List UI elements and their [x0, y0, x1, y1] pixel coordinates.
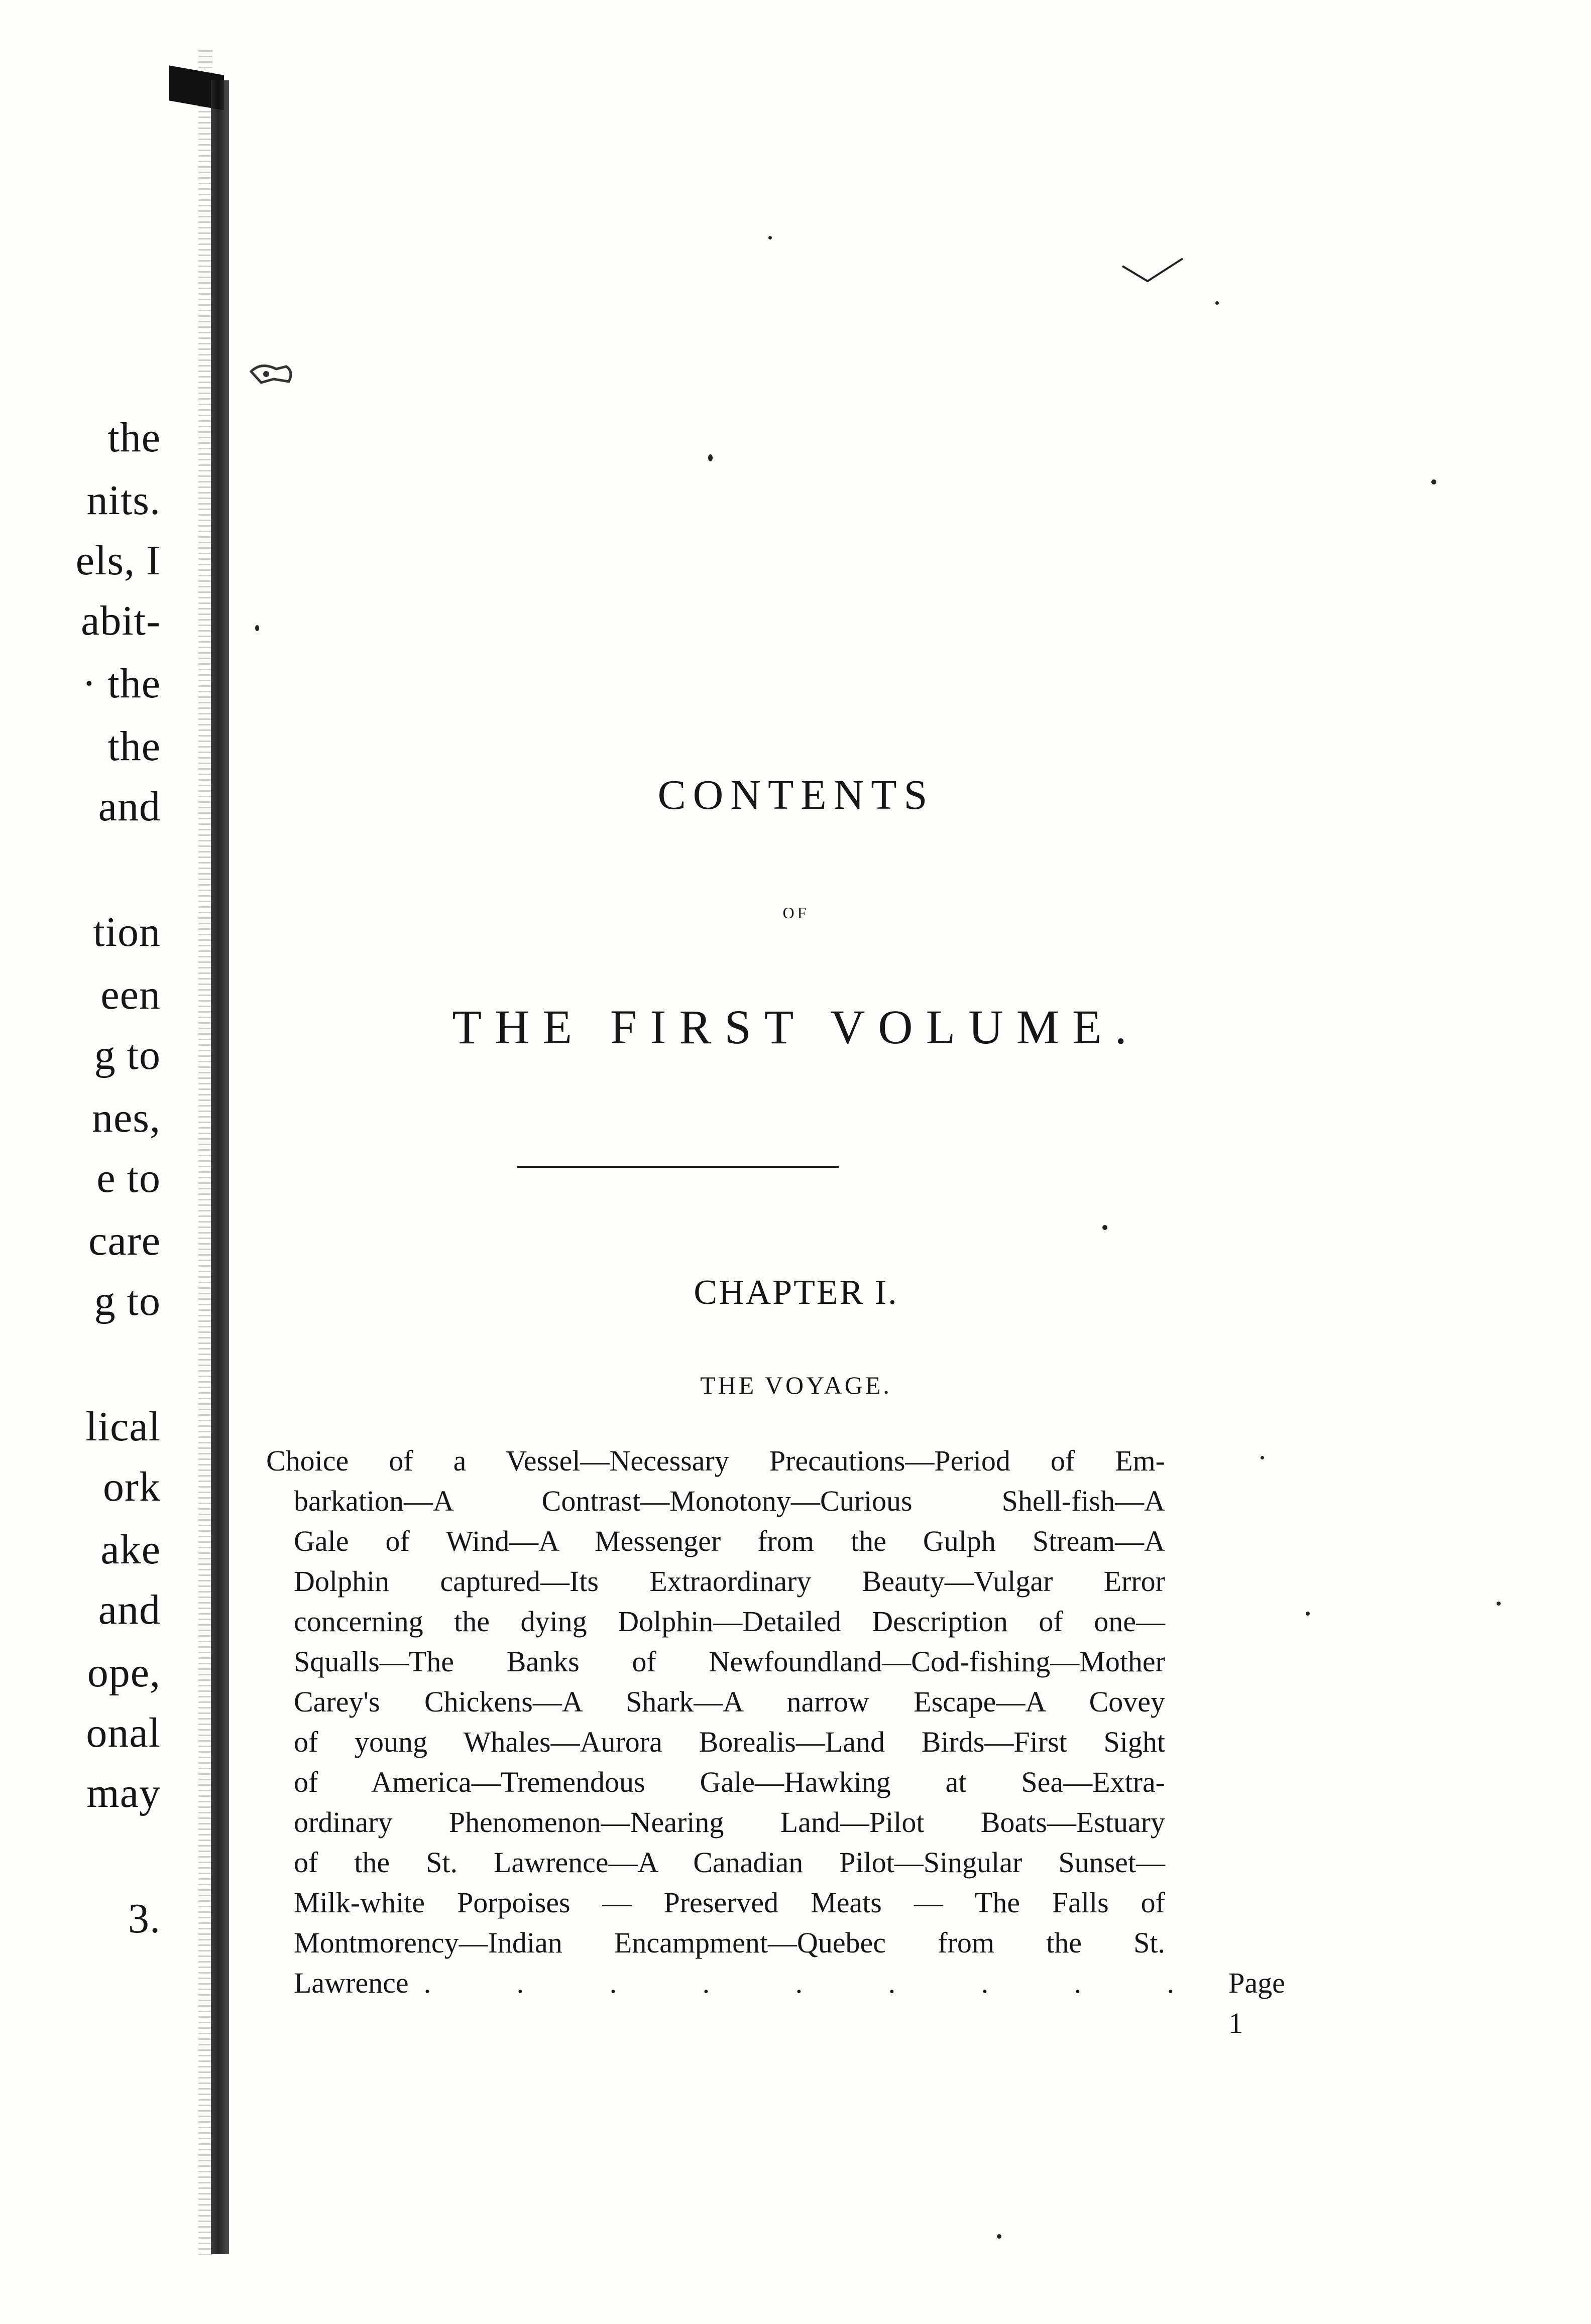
fragment-line: care	[88, 1217, 161, 1264]
synopsis-line: Carey's Chickens—A Shark—A narrow Escape—A Covey	[294, 1685, 1165, 1718]
title-connector: OF	[782, 904, 810, 922]
volume-title: THE FIRST VOLUME.	[452, 1000, 1140, 1054]
synopsis-line: Squalls—The Banks of Newfoundland—Cod-fishing—Mother	[294, 1645, 1165, 1678]
fragment-line: els, I	[75, 537, 161, 584]
chapter-heading: CHAPTER I.	[694, 1273, 898, 1312]
title-rule	[517, 1166, 839, 1168]
synopsis-line: of the St. Lawrence—A Canadian Pilot—Singular Sunset—	[294, 1846, 1165, 1879]
chapter-title: THE VOYAGE.	[700, 1371, 892, 1399]
gutter-shadow	[198, 50, 212, 2259]
fragment-line: een	[100, 971, 161, 1018]
fragment-line: ork	[103, 1463, 161, 1510]
fragment-line: 3.	[128, 1895, 161, 1942]
synopsis-line: barkation—A Contrast—Monotony—Curious Shell-fish—A	[294, 1485, 1165, 1517]
synopsis-line: concerning the dying Dolphin—Detailed Description of one—	[294, 1605, 1165, 1638]
fragment-line: g to	[94, 1278, 161, 1324]
synopsis-last-line	[266, 1963, 1285, 2039]
fragment-line: nes,	[92, 1094, 161, 1141]
page-title: CONTENTS	[657, 772, 935, 818]
fragment-line: may	[86, 1770, 161, 1816]
synopsis-line: Montmorency—Indian Encampment—Quebec from the St.	[294, 1926, 1165, 1959]
page-reference: Page 1	[1228, 1967, 1285, 2039]
fragment-line: abit-	[81, 597, 161, 644]
fragment-line: · the	[82, 660, 161, 707]
contents-page	[236, 0, 1391, 2324]
fragment-line: tion	[93, 909, 161, 955]
fragment-line: onal	[86, 1709, 161, 1756]
fragment-line: the	[107, 414, 161, 461]
synopsis-line: of young Whales—Aurora Borealis—Land Birds—First Sight	[294, 1726, 1165, 1758]
binding-gutter	[211, 80, 229, 2254]
synopsis-line: Dolphin captured—Its Extraordinary Beauty—Vulgar Error	[294, 1565, 1165, 1598]
fragment-line: and	[98, 783, 161, 830]
fragment-line: the	[107, 723, 161, 770]
fragment-line: lical	[85, 1403, 161, 1450]
synopsis-line: Choice of a Vessel—Necessary Precautions—Period of Em-	[266, 1444, 1165, 1477]
fragment-line: e to	[96, 1155, 161, 1201]
synopsis-line: Gale of Wind—A Messenger from the Gulph Stream—A	[294, 1525, 1165, 1557]
fragment-line: and	[98, 1586, 161, 1633]
ink-speck	[1431, 479, 1436, 484]
ink-speck	[1497, 1602, 1501, 1606]
facing-page-fragment	[0, 0, 161, 2324]
fragment-line: g to	[94, 1032, 161, 1078]
fragment-line: nits.	[86, 477, 161, 524]
synopsis-line: of America—Tremendous Gale—Hawking at Sea—Extra-	[294, 1766, 1165, 1798]
synopsis-line: Milk-white Porpoises — Preserved Meats — The Falls of	[294, 1886, 1165, 1919]
dot-leader: . . . . . . . . .	[423, 1967, 1214, 1999]
synopsis-line: ordinary Phenomenon—Nearing Land—Pilot Boats—Estuary	[294, 1806, 1165, 1839]
synopsis-last-text: Lawrence	[294, 1967, 409, 1999]
chapter-synopsis	[266, 1441, 1285, 2039]
fragment-line: ope,	[87, 1649, 161, 1696]
fragment-line: ake	[100, 1526, 161, 1573]
